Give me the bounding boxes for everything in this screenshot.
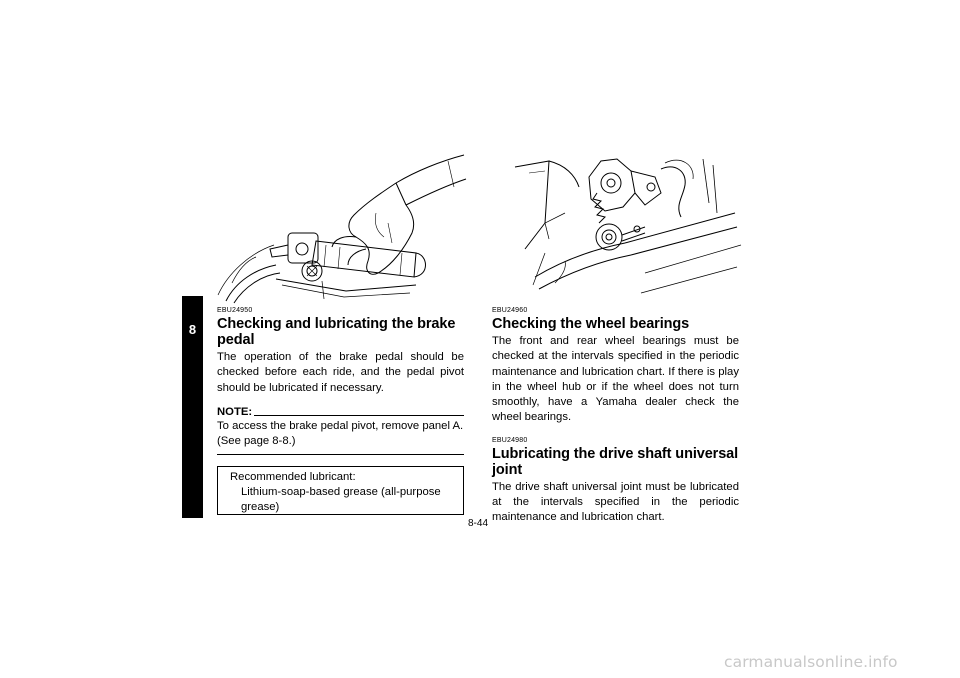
drive-shaft-body: The drive shaft universal joint must be lubricated at the intervals specified in the periodic maintenance and lubrication chart. [492, 480, 739, 524]
note-end-rule [217, 454, 464, 455]
note-text: To access the brake pedal pivot, remove panel A. (See page 8-8.) [217, 419, 464, 448]
drive-shaft-heading: Lubricating the drive shaft universal joint [492, 445, 739, 478]
brake-pedal-lubrication-illustration [216, 153, 468, 305]
recommended-lubricant-box [217, 466, 464, 515]
wheel-bearing-illustration [505, 153, 745, 295]
brake-pedal-body: The operation of the brake pedal should be checked before each ride, and the pedal pivot should be lubricated if necessary. [217, 351, 464, 394]
chapter-tab [182, 296, 203, 518]
lubricant-label: Recommended lubricant: [230, 471, 356, 484]
note-rule [254, 415, 464, 416]
left-column [217, 307, 464, 515]
section-code: EBU24960 [492, 307, 528, 314]
watermark: carmanualsonline.info [724, 653, 898, 671]
note-label: NOTE: [217, 405, 253, 418]
right-column [492, 307, 739, 526]
note [217, 405, 464, 419]
lubricant-value: Lithium-soap-based grease (all-purpose grease) [241, 486, 441, 514]
section-code: EBU24980 [492, 436, 528, 444]
brake-pedal-heading: Checking and lubricating the brake pedal [217, 316, 456, 348]
wheel-bearings-body: The front and rear wheel bearings must be checked at the intervals specified in the periodic maintenance and lubrication chart. If there is play in the wheel hub or if the wheel does not turn smoothly, have a Yamaha dealer check the wheel bearings. [492, 335, 739, 424]
section-code: EBU24950 [217, 307, 253, 314]
page-number: 8-44 [468, 518, 489, 529]
wheel-bearings-heading: Checking the wheel bearings [492, 316, 690, 332]
chapter-number: 8 [188, 322, 197, 337]
